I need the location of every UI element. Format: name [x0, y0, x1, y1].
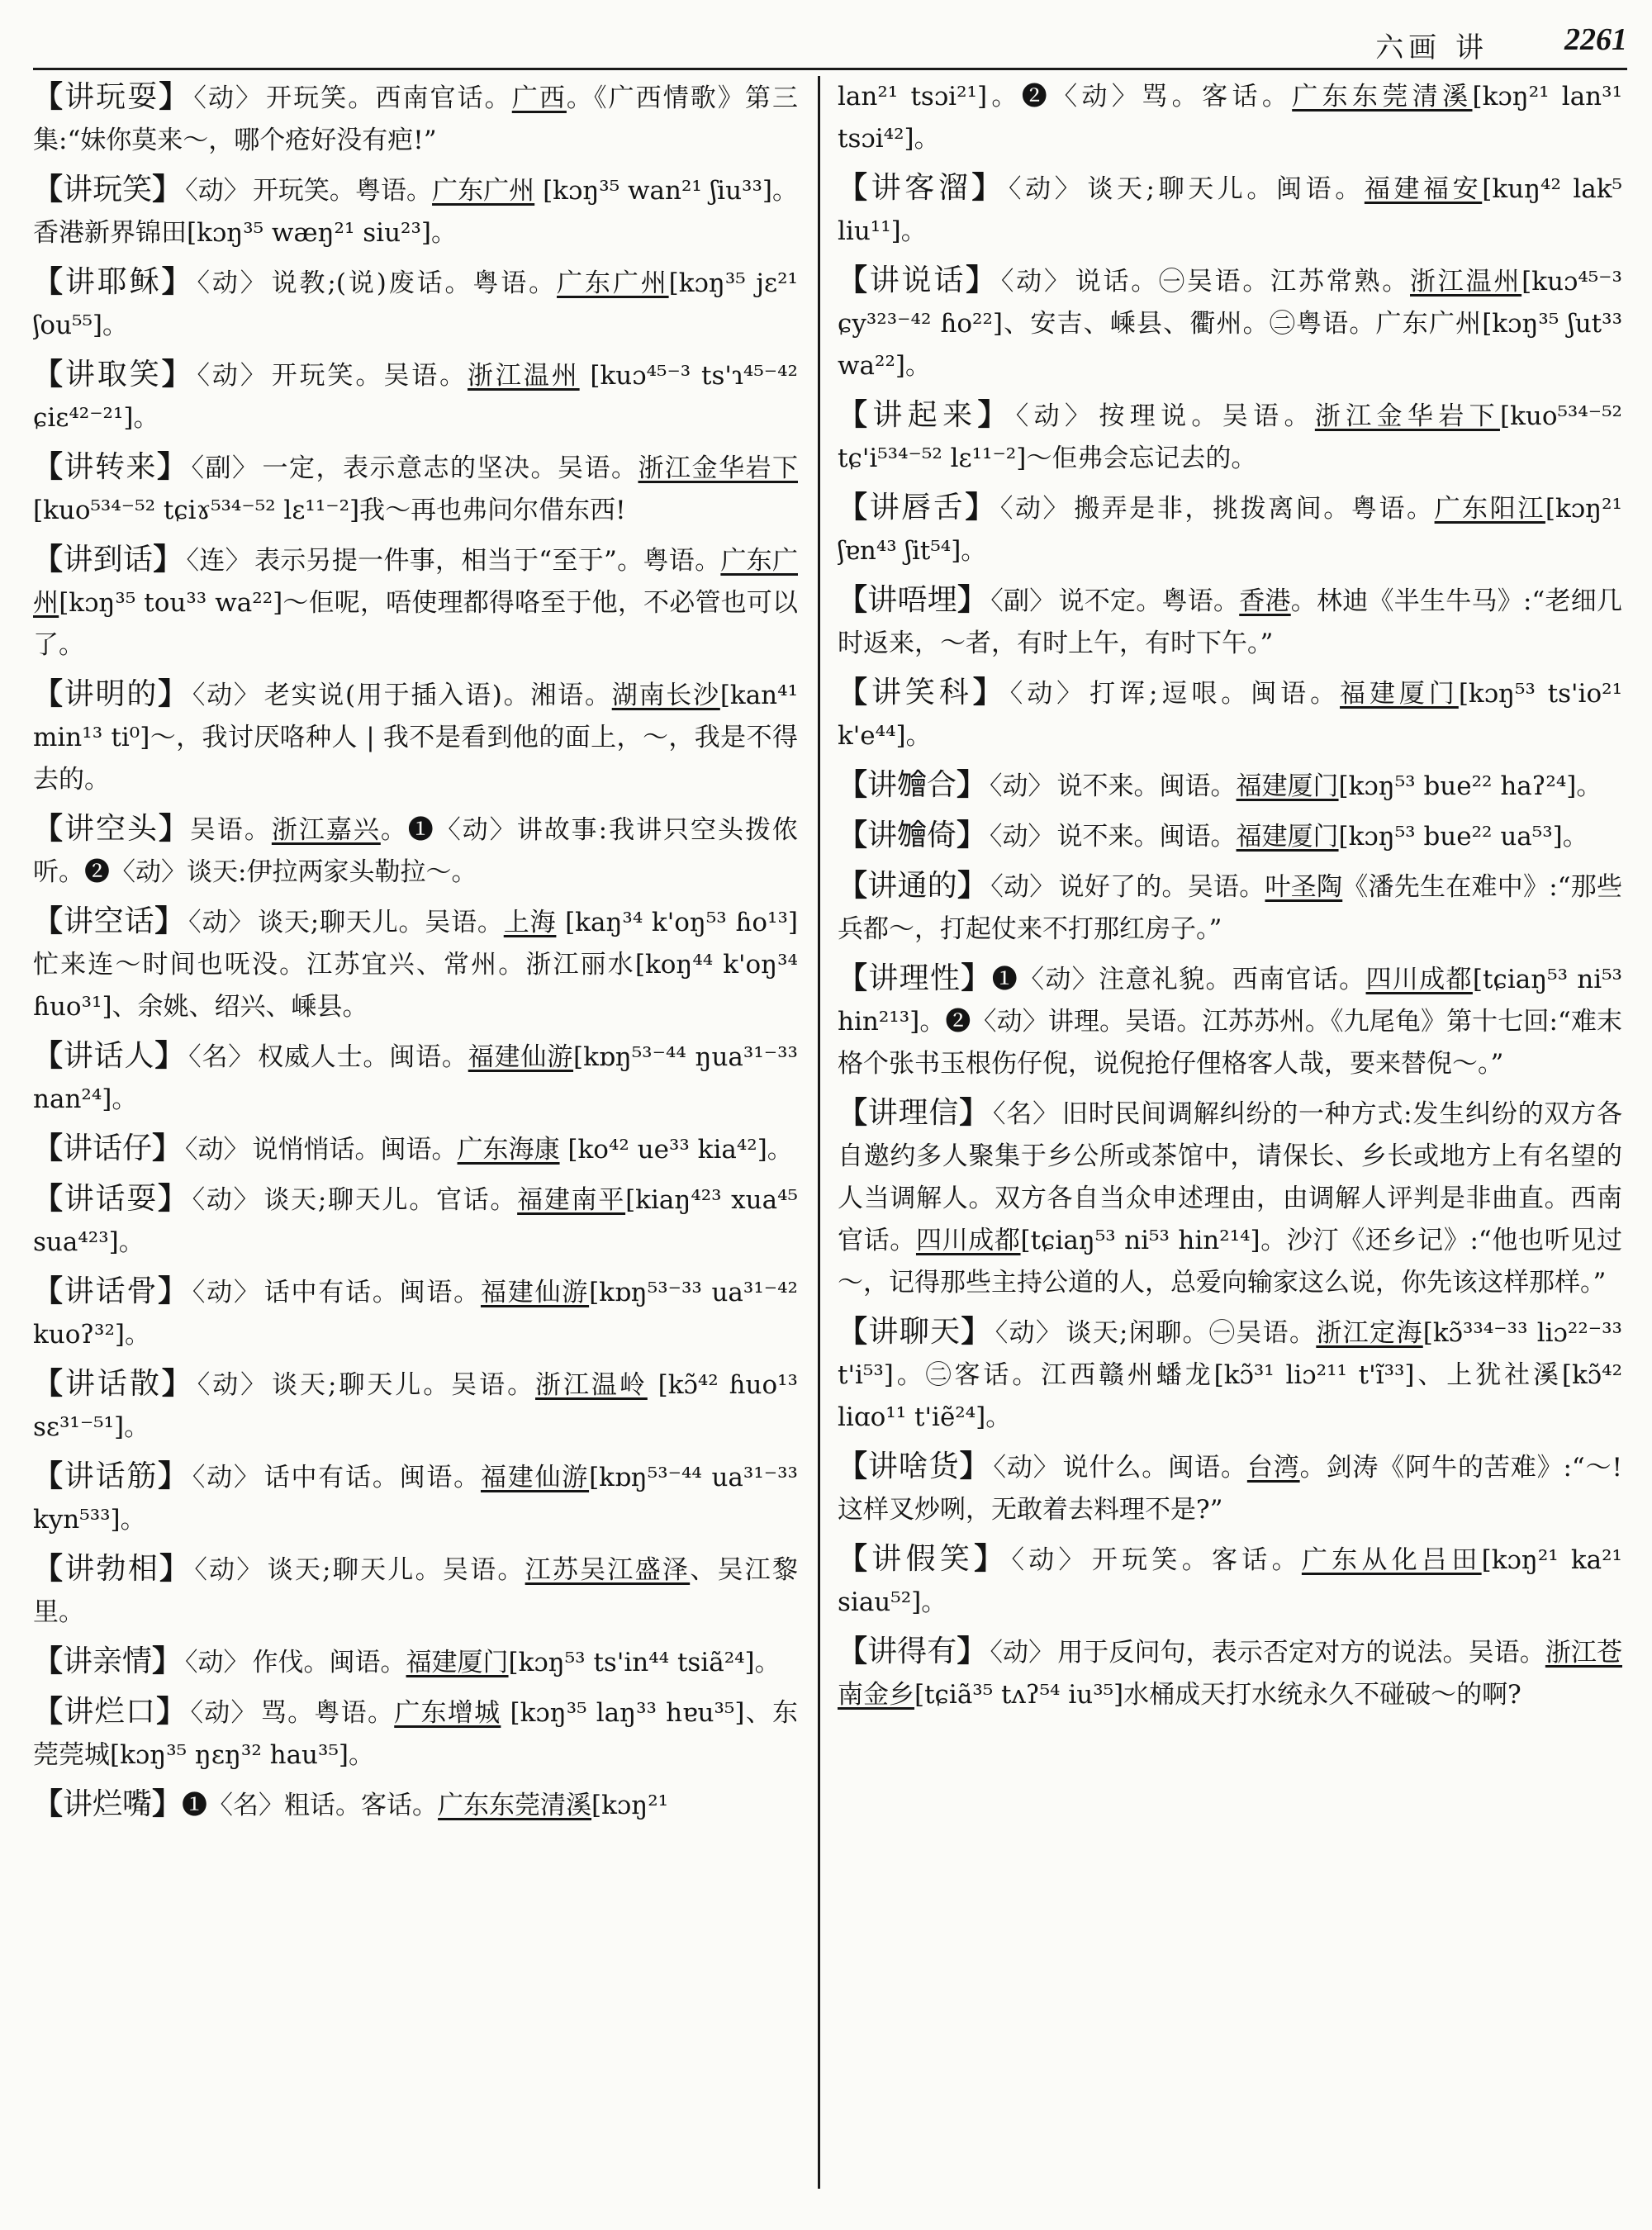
entry-place: 浙江温州 [468, 361, 580, 391]
entry-place: 福建厦门 [1236, 822, 1339, 852]
entry-headword: 【讲𣍐倚】 [838, 818, 987, 852]
dictionary-entry [33, 168, 798, 254]
part-of-speech: 〈动〉 [990, 771, 1054, 801]
dictionary-entry [33, 900, 798, 1028]
entry-definition: 权威人士。闽语。 [258, 1042, 468, 1072]
entry-place: 广东从化吕田 [1301, 1545, 1482, 1575]
entry-place: 浙江嘉兴 [271, 815, 381, 845]
part-of-speech: 〈动〉 [990, 822, 1054, 852]
headword-text: 讲说话 [869, 263, 966, 297]
entry-definition: 一定，表示意志的坚决。吴语。 [262, 453, 638, 483]
entry-detail: [kuo⁵³⁴⁻⁵² tɕiɤ⁵³⁴⁻⁵² lɛ¹¹⁻²]我～再也弗问尔借东西! [33, 496, 626, 525]
entry-detail: [kiaŋ⁴²³ xua⁴⁵ sua⁴²³]。 [33, 1185, 798, 1257]
headword-text: 讲通的 [867, 869, 957, 903]
entry-detail: [tɕiaŋ⁵³ ni⁵³ hin²¹⁴]。沙汀《还乡记》:“他也听见过～，记得那些主持公道的人，总爱向输家这么说，你先该这样那样。” [838, 1226, 1622, 1298]
entry-headword: 【讲假笑】 [838, 1541, 1009, 1576]
entry-place: 上海 [503, 908, 557, 937]
entry-detail: [kɒŋ⁵³⁻³³ ua³¹⁻⁴² kuoʔ³²]。 [33, 1278, 798, 1350]
entry-headword: 【讲起来】 [838, 397, 1013, 432]
dictionary-entry [33, 1640, 798, 1684]
entry-definition: 说好了的。吴语。 [1058, 872, 1265, 902]
headword-text: 讲理信 [867, 1096, 960, 1130]
entry-detail: 、吴江黎里。 [33, 1555, 798, 1627]
dictionary-entry [838, 671, 1622, 757]
dictionary-entry [33, 1270, 798, 1356]
entry-place: 湖南长沙 [611, 681, 720, 710]
dictionary-entry [33, 1035, 798, 1121]
entry-detail: [kuŋ⁴² lak⁵ liu¹¹]。 [838, 174, 1622, 246]
entry-detail: 。林迪《半生牛马》:“老细几时返来，～者，有时上午，有时下午。” [838, 586, 1622, 658]
entry-detail: 。《广西情歌》第三集:“妹你莫来～，哪个疮好没有疤!” [33, 83, 798, 155]
headword-text: 讲假笑 [871, 1542, 975, 1576]
entry-place: 广东增城 [394, 1698, 501, 1728]
headword-text: 讲话人 [63, 1039, 155, 1073]
part-of-speech: 〈动〉 [995, 1318, 1063, 1348]
entry-detail: 《潘先生在难中》:“那些兵都～，打起仗来不打那红房子。” [838, 872, 1622, 944]
entry-headword: 【讲聊天】 [838, 1314, 992, 1349]
part-of-speech: 〈名〉 [992, 1099, 1059, 1129]
dictionary-entry [838, 865, 1622, 951]
column-divider [818, 76, 820, 2189]
entry-headword: 【讲话筋】 [33, 1459, 189, 1493]
dictionary-entry [33, 808, 798, 894]
entry-headword: 【讲理性】 [838, 961, 992, 995]
entry-detail: [ko⁴² ue³³ kia⁴²]。 [559, 1135, 793, 1165]
entry-place: 广东广州 [557, 268, 669, 298]
entry-place: 叶圣陶 [1265, 872, 1343, 902]
entry-place: 浙江定海 [1316, 1318, 1423, 1348]
entry-headword: 【讲玩笑】 [33, 172, 183, 206]
entry-headword: 【讲说话】 [838, 263, 998, 297]
entry-headword: 【讲理信】 [838, 1095, 990, 1130]
headword-text: 讲笑科 [871, 676, 973, 709]
headword-text: 讲唇舌 [869, 491, 966, 524]
entry-definition: 搬弄是非，挑拨离间。粤语。 [1074, 494, 1435, 524]
entry-detail: [kuɔ⁴⁵⁻³ ts'ɿ⁴⁵⁻⁴² ɕiɛ⁴²⁻²¹]。 [33, 361, 798, 433]
entry-place: 福建仙游 [480, 1278, 590, 1307]
headword-text: 讲话耍 [64, 1182, 158, 1216]
entry-place: 广东东莞清溪 [438, 1791, 592, 1820]
entry-detail: [tɕiaŋ⁵³ ni⁵³ hin²¹³]。❷〈动〉讲理。吴语。江苏苏州。《九尾龟》第十七回:“难末格个张书玉根伤仔倪，说倪抢仔俚格客人哉，要来替倪～。” [838, 965, 1622, 1079]
dictionary-entry [838, 1445, 1622, 1531]
part-of-speech: 〈动〉 [192, 1185, 261, 1215]
part-of-speech: 〈副〉 [990, 586, 1056, 616]
entry-headword: 【讲唔埋】 [838, 582, 988, 617]
headword-text: 讲明的 [64, 677, 159, 711]
dictionary-entry [33, 1783, 798, 1827]
part-of-speech: 〈动〉 [188, 908, 255, 937]
entry-headword: 【讲烂嘴】 [33, 1786, 183, 1821]
entry-detail: [kan⁴¹ min¹³ ti⁰]～，我讨厌咯种人 | 我不是看到他的面上，～，我是不得去的。 [33, 681, 798, 795]
headword-text: 讲空头 [64, 812, 159, 846]
entry-detail: [kɒŋ⁵³⁻⁴⁴ ŋua³¹⁻³³ nan²⁴]。 [33, 1042, 798, 1114]
entry-headword: 【讲取笑】 [33, 357, 194, 391]
page-number: 2261 [1564, 22, 1627, 57]
dictionary-entry [33, 1127, 798, 1171]
entry-detail: 。剑涛《阿牛的苦难》:“～!这样叉炒咧，无敢着去料理不是?” [838, 1453, 1622, 1525]
entry-detail: [kɔŋ⁵³ ts'io²¹ k'e⁴⁴]。 [838, 679, 1622, 751]
dictionary-entry [838, 764, 1622, 808]
headword-text: 讲理性 [868, 961, 961, 995]
entry-headword: 【讲得有】 [838, 1634, 987, 1668]
entry-headword: 【讲勃相】 [33, 1551, 192, 1586]
headword-text: 讲转来 [64, 450, 157, 484]
headword-text: 讲烂嘴 [63, 1787, 153, 1821]
entry-definition: 说不来。闽语。 [1056, 822, 1237, 852]
headword-text: 讲𣍐合 [867, 768, 957, 802]
part-of-speech: 〈动〉 [197, 268, 268, 298]
part-of-speech: 〈动〉 [185, 176, 249, 206]
headword-text: 讲到话 [63, 543, 154, 576]
headword-text: 讲啥货 [867, 1450, 960, 1483]
part-of-speech: 〈动〉 [192, 1278, 261, 1307]
dictionary-entry [838, 814, 1622, 858]
part-of-speech: 〈连〉 [186, 546, 251, 576]
entry-headword: 【讲耶稣】 [33, 264, 194, 299]
entry-definition: 说悄悄话。闽语。 [252, 1135, 458, 1165]
entry-definition: 说不定。粤语。 [1058, 586, 1240, 616]
entry-detail: [kɔŋ³⁵ laŋ³³ hɐu³⁵]、东莞莞城[kɔŋ³⁵ ŋɛŋ³² hau³⁵]。 [33, 1698, 798, 1770]
headword-text: 讲话散 [64, 1367, 162, 1401]
entry-definition: 谈天;聊天儿。官话。 [263, 1185, 518, 1215]
entry-definition: 开玩笑。粤语。 [252, 176, 433, 206]
entry-headword: 【讲转来】 [33, 449, 188, 484]
part-of-speech: 〈动〉 [993, 1453, 1060, 1483]
entry-place: 福建南平 [517, 1185, 626, 1215]
entry-definition: 打诨;逗哏。闽语。 [1089, 679, 1341, 709]
entry-detail: [kuo⁵³⁴⁻⁵² tɕ'i⁵³⁴⁻⁵² lɛ¹¹⁻²]～佢弗会忘记去的。 [838, 401, 1622, 473]
entry-definition: 说不来。闽语。 [1056, 771, 1237, 801]
dictionary-entry [838, 579, 1622, 665]
entry-headword: 【讲笑科】 [838, 675, 1007, 709]
part-of-speech: 〈动〉 [1009, 174, 1085, 204]
part-of-speech: 〈动〉 [197, 361, 268, 391]
dictionary-entry [838, 1538, 1622, 1624]
dictionary-entry [838, 486, 1622, 572]
dictionary-entry [33, 1363, 798, 1449]
entry-headword: 【讲话散】 [33, 1366, 194, 1401]
entry-definition: 按理说。吴语。 [1099, 401, 1315, 431]
entry-place: 福建厦门 [1340, 679, 1459, 709]
entry-place: 浙江温岭 [535, 1370, 648, 1400]
entry-headword: 【讲啥货】 [838, 1449, 990, 1483]
part-of-speech: 〈动〉 [192, 681, 261, 710]
entry-place: 广西 [511, 83, 567, 113]
entry-place: 江苏吴江盛泽 [525, 1555, 691, 1585]
dictionary-entry [33, 1548, 798, 1634]
headword-text: 讲客溜 [871, 171, 972, 205]
entry-definition: 表示另提一件事，相当于“至于”。粤语。 [254, 546, 721, 576]
entry-place: 浙江苍南金乡 [838, 1638, 1622, 1710]
dictionary-entry [838, 259, 1622, 387]
entry-place: 福建福安 [1364, 174, 1483, 204]
dictionary-entry [33, 261, 798, 347]
entry-headword: 【讲𣍐合】 [838, 767, 987, 802]
entry-definition: 开玩笑。客话。 [1091, 1545, 1302, 1575]
entry-place: 福建仙游 [480, 1463, 590, 1492]
part-of-speech: 〈动〉 [185, 1135, 249, 1165]
part-of-speech: 〈副〉 [191, 453, 259, 483]
entry-headword: 【讲空头】 [33, 811, 190, 846]
dictionary-entry [838, 1630, 1622, 1716]
headword-text: 讲勃相 [64, 1552, 160, 1586]
dictionary-entry [838, 76, 1622, 160]
headword-text: 讲亲情 [63, 1644, 153, 1678]
entry-detail: [kɔŋ²¹ ka²¹ siau⁵²]。 [838, 1545, 1622, 1617]
headword-text: 讲话仔 [63, 1132, 153, 1165]
part-of-speech: 〈动〉 [990, 872, 1056, 902]
entry-definition: 说话。㊀吴语。江苏常熟。 [1075, 267, 1411, 297]
dictionary-entry [33, 353, 798, 439]
entry-place: 浙江温州 [1410, 267, 1522, 297]
entry-detail: [kɔŋ⁵³ bue²² haʔ²⁴]。 [1338, 771, 1602, 801]
entry-definition: 说教;(说)废话。粤语。 [271, 268, 558, 298]
dictionary-entry [33, 539, 798, 667]
entry-definition: 吴语。 [189, 815, 272, 845]
part-of-speech: 〈动〉 [185, 1648, 249, 1677]
headword-text: 讲𣍐倚 [867, 818, 957, 852]
entry-definition: 骂。粤语。 [260, 1698, 395, 1728]
dictionary-entry [33, 1178, 798, 1264]
entry-definition: 谈天;闲聊。㊀吴语。 [1066, 1318, 1317, 1348]
entry-headword: 【讲烂口】 [33, 1694, 188, 1729]
entry-place: 广东海康 [457, 1135, 560, 1165]
entry-place: 香港 [1239, 586, 1291, 616]
entry-headword: 【讲玩耍】 [33, 79, 191, 114]
entry-definition: 谈天;聊天儿。吴语。 [258, 908, 504, 937]
entry-definition: 谈天;聊天儿。吴语。 [267, 1555, 525, 1585]
entry-detail: [kaŋ³⁴ k'oŋ⁵³ ɦo¹³]忙来连～时间也呒没。江苏宜兴、常州。浙江丽水[koŋ⁴⁴ k'oŋ³⁴ ɦuo³¹]、余姚、绍兴、嵊县。 [33, 908, 798, 1022]
entry-detail: [kɔŋ⁵³ bue²² ua⁵³]。 [1338, 822, 1588, 852]
entry-definition: 老实说(用于插入语)。湘语。 [263, 681, 612, 710]
entry-place: 广东广州 [432, 176, 535, 206]
headword-text: 讲玩笑 [63, 173, 153, 206]
dictionary-entry [33, 1455, 798, 1541]
entry-headword: 【讲空话】 [33, 904, 186, 938]
dictionary-entry [838, 1092, 1622, 1304]
dictionary-entry [33, 1691, 798, 1777]
entry-place: 浙江金华岩下 [1314, 401, 1500, 431]
part-of-speech: 〈动〉 [1000, 267, 1072, 297]
entry-headword: 【讲唇舌】 [838, 490, 997, 524]
entry-definition: 谈天;聊天儿。闽语。 [1087, 174, 1365, 204]
entry-definition: 作伐。闽语。 [252, 1648, 406, 1677]
entry-place: 广东东莞清溪 [1292, 82, 1473, 112]
entry-definition: ❶〈动〉注意礼貌。西南官话。 [991, 965, 1366, 994]
headword-text: 讲玩耍 [64, 80, 159, 114]
part-of-speech: 〈名〉 [188, 1042, 255, 1072]
entry-detail: [kɔŋ³⁵ wan²¹ ʃiu³³]。香港新界锦田[kɔŋ³⁵ wæŋ²¹ siu²³]。 [33, 176, 798, 248]
entry-detail: [kɔŋ²¹ lan³¹ tsɔi⁴²]。 [838, 82, 1622, 154]
entry-place: 四川成都 [1365, 965, 1473, 994]
entry-detail: [kɒŋ⁵³⁻⁴⁴ ua³¹⁻³³ kyn⁵³³]。 [33, 1463, 798, 1535]
headword-text: 讲取笑 [64, 358, 162, 391]
entry-place: 福建厦门 [406, 1648, 509, 1677]
part-of-speech: 〈动〉 [990, 1638, 1055, 1668]
left-column [33, 76, 798, 2197]
entry-detail: [kɔŋ²¹ ʃɐn⁴³ ʃit⁵⁴]。 [838, 494, 1622, 566]
entry-headword: 【讲话骨】 [33, 1274, 189, 1308]
dictionary-entry [33, 673, 798, 801]
entry-detail: 。❶〈动〉讲故事:我讲只空头拨侬听。❷〈动〉谈天:伊拉两家头勒拉～。 [33, 815, 798, 887]
part-of-speech: 〈动〉 [1009, 679, 1087, 709]
entry-headword: 【讲话耍】 [33, 1181, 189, 1216]
headword-text: 讲耶稣 [64, 265, 162, 299]
part-of-speech: 〈动〉 [1011, 1545, 1089, 1575]
headword-text: 讲聊天 [868, 1315, 961, 1349]
part-of-speech: 〈动〉 [193, 83, 263, 113]
entry-headword: 【讲明的】 [33, 676, 189, 711]
entry-headword: 【讲话仔】 [33, 1131, 183, 1165]
dictionary-entry [838, 957, 1622, 1085]
entry-detail: [kɔŋ³⁵ jɛ²¹ ʃou⁵⁵]。 [33, 268, 798, 340]
entry-place: 广东广州 [33, 546, 798, 618]
entry-place: 浙江金华岩下 [638, 453, 798, 483]
headword-text: 讲空话 [63, 904, 155, 938]
entry-detail: [kɔ̃⁴² ɦuo¹³ sɛ³¹⁻⁵¹]。 [33, 1370, 798, 1442]
entry-definition: 用于反问句，表示否定对方的说法。吴语。 [1057, 1638, 1545, 1668]
dictionary-entry [838, 167, 1622, 253]
part-of-speech: 〈动〉 [197, 1370, 269, 1400]
headword-text: 讲烂口 [64, 1695, 157, 1729]
entry-detail: [kɔŋ³⁵ tou³³ wa²²]～佢呢，唔使理都得咯至于他，不必管也可以了。 [33, 588, 798, 660]
entry-place: 福建仙游 [468, 1042, 574, 1072]
headword-text: 讲起来 [872, 398, 978, 432]
dictionary-entry [33, 446, 798, 532]
headword-text: 讲得有 [867, 1635, 957, 1668]
part-of-speech: 〈动〉 [999, 494, 1071, 524]
entry-headword: 【讲亲情】 [33, 1644, 183, 1678]
entry-detail: [kɔ̃³³⁴⁻³³ liɔ²²⁻³³ t'i⁵³]。㊁客话。江西赣州蟠龙[kɔ̃³¹ liɔ²¹¹ t'ĩ³³]、上犹社溪[kɔ̃⁴² liɑo¹¹ t'iẽ²⁴]。 [838, 1318, 1622, 1432]
headword-text: 讲唔埋 [867, 583, 957, 617]
entry-definition: 开玩笑。吴语。 [271, 361, 468, 391]
right-column [838, 76, 1622, 2197]
entry-headword: 【讲话人】 [33, 1038, 186, 1073]
entry-headword: 【讲客溜】 [838, 170, 1006, 205]
entry-detail: [tɕiã³⁵ tʌʔ⁵⁴ iu³⁵]水桶成天打水统永久不碰破～的啊? [914, 1680, 1521, 1710]
entry-place: 四川成都 [915, 1226, 1021, 1255]
dictionary-entry [33, 76, 798, 162]
entry-definition: 开玩笑。西南官话。 [266, 83, 512, 113]
entry-definition: lan²¹ tsɔi²¹]。❷〈动〉骂。客话。 [838, 82, 1293, 112]
dictionary-entry [838, 394, 1622, 480]
entry-detail: [kɔŋ⁵³ ts'in⁴⁴ tsiã²⁴]。 [508, 1648, 781, 1677]
part-of-speech: 〈动〉 [192, 1463, 261, 1492]
entry-definition: 话中有话。闽语。 [263, 1278, 481, 1307]
part-of-speech: 〈动〉 [1015, 401, 1096, 431]
entry-definition: 话中有话。闽语。 [263, 1463, 481, 1492]
entry-detail: [kuɔ⁴⁵⁻³ ɕy³²³⁻⁴² ɦo²²]、安吉、嵊县、衢州。㊁粤语。广东广州[kɔŋ³⁵ ʃut³³ wa²²]。 [838, 267, 1622, 381]
entry-definition: 旧时民间调解纠纷的一种方式:发生纠纷的双方各自邀约多人聚集于乡公所或茶馆中，请保长、乡长或地方上有名望的人当调解人。双方各自当众申述理由，由调解人评判是非曲直。西南官话。 [838, 1099, 1622, 1255]
entry-headword: 【讲到话】 [33, 542, 183, 576]
headword-text: 讲话骨 [64, 1274, 159, 1308]
entry-definition: 说什么。闽语。 [1062, 1453, 1247, 1483]
entry-place: 台湾 [1246, 1453, 1300, 1483]
entry-definition: ❶〈名〉粗话。客话。 [182, 1791, 439, 1820]
entry-place: 广东阳江 [1434, 494, 1545, 524]
entry-place: 福建厦门 [1236, 771, 1339, 801]
dictionary-entry [838, 1311, 1622, 1439]
entry-detail: [kɔŋ²¹ [591, 1791, 669, 1820]
page-header [33, 18, 1627, 70]
entry-headword: 【讲通的】 [838, 868, 988, 903]
running-head: 六画 讲 [1375, 31, 1488, 64]
entry-definition: 谈天;聊天儿。吴语。 [272, 1370, 536, 1400]
headword-text: 讲话筋 [64, 1459, 159, 1493]
part-of-speech: 〈动〉 [194, 1555, 264, 1585]
part-of-speech: 〈动〉 [190, 1698, 258, 1728]
